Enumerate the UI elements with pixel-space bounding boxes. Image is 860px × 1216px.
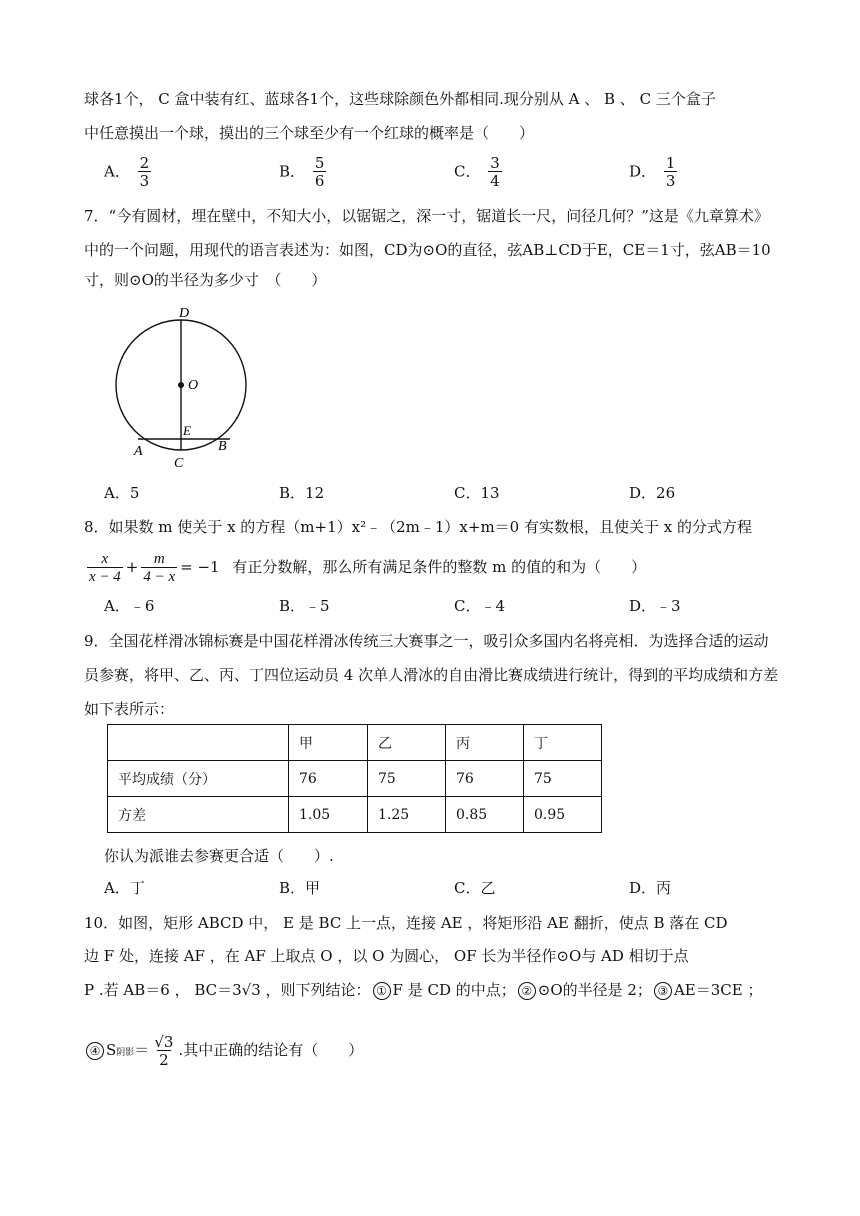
option-label: D． bbox=[629, 162, 657, 181]
q8-text-line-1: 8．如果数 m 使关于 x 的方程（m+1）x²﹣（2m﹣1）x+m＝0 有实数根，且使关于 x 的分式方程 bbox=[84, 518, 752, 536]
q7-option-c[interactable]: C．13 bbox=[454, 484, 500, 502]
q9-option-d[interactable]: D．丙 bbox=[629, 879, 672, 897]
q10-text-line-2: 边 F 处，连接 AF ，在 AF 上取点 O ，以 O 为圆心， OF 长为半径作⊙O与 AD 相切于点 bbox=[84, 947, 689, 965]
q8-text-line-2: $\frac{x}{x - 4}$ + $\frac{m}{4 - x}$ = −1 有正分数解，那么所有满足条件的整数 m 的值的和为（ ） bbox=[89, 550, 647, 585]
q9-text-line-2: 员参赛，将甲、乙、丙、丁四位运动员 4 次单人滑冰的自由滑比赛成绩进行统计，得到的平均成绩和方差 bbox=[84, 666, 779, 684]
q9-text-line-1: 9．全国花样滑冰锦标赛是中国花样滑冰传统三大赛事之一，吸引众多国内名将亮相．为选择合适的运动 bbox=[84, 632, 769, 650]
q6-text-line-1: 球各1个， C 盒中装有红、蓝球各1个，这些球除颜色外都相同.现分别从 A 、 B 、 C 三个盒子 bbox=[84, 90, 716, 108]
option-label: A． bbox=[104, 162, 130, 181]
q9-text-line-3: 如下表所示： bbox=[84, 700, 175, 718]
q6-option-d[interactable] bbox=[629, 155, 680, 190]
label-b: B bbox=[218, 439, 227, 454]
option-fraction: $\frac{5}{6}$ bbox=[314, 154, 325, 190]
q10-text-line-4: ④ S阴影＝ $\frac{√3}{2}$ .其中正确的结论有（ ） bbox=[84, 1030, 363, 1073]
q7-text-line-2: 中的一个问题，用现代的语言表述为：如图，CD为⊙O的直径，弦AB⊥CD于E，CE＝1寸，弦AB＝10 bbox=[84, 241, 771, 259]
circle-figure bbox=[108, 300, 258, 472]
table-header-row: 甲 乙 丙 丁 bbox=[108, 725, 602, 761]
conclusion-4-marker: ④ bbox=[86, 1042, 104, 1060]
conclusion-2-marker: ② bbox=[518, 982, 536, 1000]
label-o: O bbox=[188, 378, 199, 393]
q9-option-b[interactable]: B．甲 bbox=[279, 879, 321, 897]
q7-text-line-1: 7．“今有圆材，埋在壁中，不知大小，以锯锯之，深一寸，锯道长一尺，问径几何？”这是《九章算术》 bbox=[84, 207, 769, 225]
option-label: B． bbox=[279, 162, 306, 181]
conclusion-1-marker: ① bbox=[373, 982, 391, 1000]
q7-option-d[interactable]: D．26 bbox=[629, 484, 676, 502]
q6-option-b[interactable] bbox=[279, 155, 329, 190]
option-label: C． bbox=[454, 162, 481, 181]
option-fraction: $\frac{3}{4}$ bbox=[490, 154, 500, 190]
table-row: 平均成绩（分） 76 75 76 75 bbox=[108, 761, 602, 797]
fraction-m-over-4-minus-x: $\frac{m}{4 - x}$ bbox=[143, 550, 176, 585]
q8-option-a[interactable]: A．﹣6 bbox=[104, 597, 155, 615]
label-c: C bbox=[174, 456, 184, 471]
fraction-x-over-x-minus-4: $\frac{x}{x - 4}$ bbox=[89, 550, 121, 585]
q9-question: 你认为派谁去参赛更合适（ ）. bbox=[104, 847, 334, 865]
q8-option-c[interactable]: C．﹣4 bbox=[454, 597, 506, 615]
q6-option-c[interactable] bbox=[454, 155, 505, 190]
q9-option-c[interactable]: C．乙 bbox=[454, 879, 496, 897]
q7-option-b[interactable]: B．12 bbox=[279, 484, 325, 502]
center-point bbox=[178, 382, 184, 388]
label-a: A bbox=[134, 444, 143, 459]
option-fraction: $\frac{1}{3}$ bbox=[665, 154, 676, 190]
label-e: E bbox=[183, 423, 191, 438]
table-row: 方差 1.05 1.25 0.85 0.95 bbox=[108, 797, 602, 833]
fraction-sqrt3-over-2: $\frac{√3}{2}$ bbox=[154, 1032, 174, 1069]
q6-option-a[interactable] bbox=[104, 155, 154, 190]
score-table bbox=[107, 724, 602, 833]
option-fraction: $\frac{2}{3}$ bbox=[139, 154, 150, 190]
conclusion-3-marker: ③ bbox=[654, 982, 672, 1000]
q8-option-b[interactable]: B．﹣5 bbox=[279, 597, 330, 615]
q10-text-line-1: 10．如图，矩形 ABCD 中， E 是 BC 上一点，连接 AE ，将矩形沿 AE 翻折，使点 B 落在 CD bbox=[84, 914, 728, 932]
q10-text-line-3: P .若 AB＝6 ， BC＝3√3 ，则下列结论： ① F 是 CD 的中点； ② ⊙O的半径是 2； ③ AE＝3CE ； bbox=[84, 981, 763, 999]
q8-option-d[interactable]: D．﹣3 bbox=[629, 597, 681, 615]
q9-option-a[interactable]: A．丁 bbox=[104, 879, 145, 897]
q6-text-line-2: 中任意摸出一个球，摸出的三个球至少有一个红球的概率是（ ） bbox=[84, 124, 535, 142]
label-d: D bbox=[179, 306, 190, 321]
q7-text-line-3: 寸，则⊙O的半径为多少寸 （ ） bbox=[84, 271, 327, 289]
q7-option-a[interactable]: A．5 bbox=[104, 484, 140, 502]
